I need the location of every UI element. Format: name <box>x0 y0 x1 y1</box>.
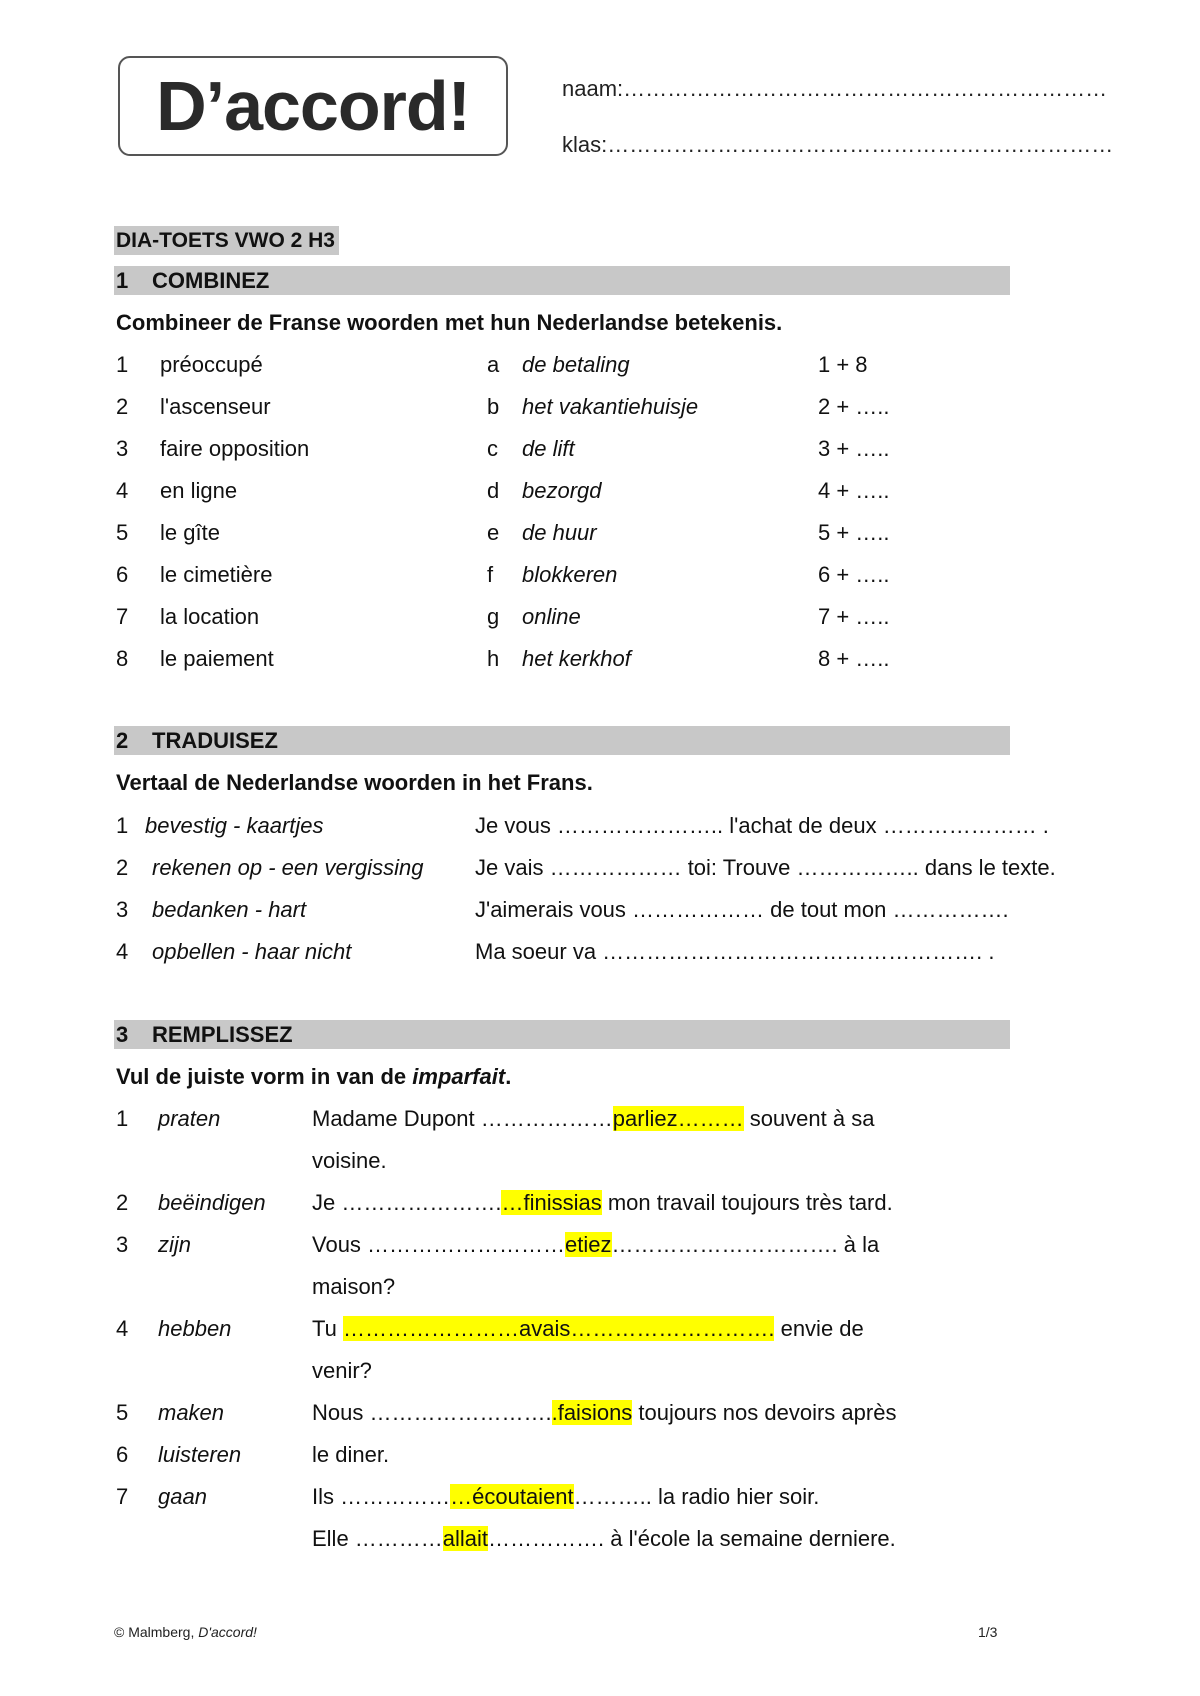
verb: luisteren <box>158 1442 242 1467</box>
dutch-word: de lift <box>522 436 575 461</box>
combine-row <box>0 350 1200 380</box>
answer-field[interactable]: 7 + ….. <box>818 604 890 629</box>
sentence <box>312 1230 879 1260</box>
sentence-start: Vous ……………………… <box>312 1232 566 1257</box>
sentence-end: ……………. à l'école la semaine derniere. <box>488 1526 896 1551</box>
verb: gaan <box>158 1484 207 1509</box>
dutch-word: online <box>522 604 581 629</box>
verb: praten <box>158 1106 221 1131</box>
item-letter: b <box>487 394 500 419</box>
section-1-title: COMBINEZ <box>152 268 270 293</box>
sentence <box>312 1272 395 1302</box>
item-letter: e <box>487 520 500 545</box>
dutch-word: het kerkhof <box>522 646 631 671</box>
section-2-number: 2 <box>116 728 129 753</box>
dutch-words: opbellen - haar nicht <box>152 939 352 964</box>
sentence-start: le diner. <box>312 1442 390 1467</box>
sentence-start: Elle ………… <box>312 1526 443 1551</box>
item-number: 3 <box>116 1232 129 1257</box>
fill-in-row <box>0 1188 1200 1218</box>
highlighted-answer[interactable]: ……………………avais………………………. <box>342 1316 775 1341</box>
item-letter: h <box>487 646 500 671</box>
answer-field[interactable]: 6 + ….. <box>818 562 890 587</box>
dutch-word: de huur <box>522 520 597 545</box>
item-letter: c <box>487 436 498 461</box>
verb: beëindigen <box>158 1190 266 1215</box>
item-number: 7 <box>116 1484 129 1509</box>
fill-in-row <box>0 1104 1200 1134</box>
item-number: 1 <box>116 813 129 838</box>
item-number: 2 <box>116 855 129 880</box>
sentence-start: Je …………………. <box>312 1190 502 1215</box>
highlighted-answer[interactable]: …finissias <box>501 1190 602 1215</box>
answer-field[interactable]: 4 + ….. <box>818 478 890 503</box>
highlighted-answer[interactable]: parliez……… <box>612 1106 744 1131</box>
french-word: faire opposition <box>160 436 310 461</box>
sentence <box>312 1440 389 1470</box>
sentence <box>312 1524 896 1554</box>
test-title: DIA-TOETS VWO 2 H3 <box>114 226 339 255</box>
combine-row <box>0 476 1200 506</box>
item-number: 4 <box>116 478 129 503</box>
sentence <box>312 1482 819 1512</box>
french-word: l'ascenseur <box>160 394 271 419</box>
french-sentence[interactable]: Ma soeur va ……………………………………………. . <box>475 939 995 964</box>
section-3-title: REMPLISSEZ <box>152 1022 293 1047</box>
fill-in-row <box>0 1230 1200 1260</box>
sentence <box>312 1398 896 1428</box>
item-number: 2 <box>116 1190 129 1215</box>
section-2-header <box>114 726 1010 755</box>
sentence-end: toujours nos devoirs après <box>632 1400 897 1425</box>
book-title: D'accord! <box>198 1624 257 1640</box>
dutch-words: bevestig - kaartjes <box>145 813 324 838</box>
item-number: 6 <box>116 1442 129 1467</box>
highlighted-answer[interactable]: etiez <box>565 1232 612 1257</box>
translate-row <box>0 811 1200 841</box>
item-number: 3 <box>116 436 129 461</box>
section-3-instruction <box>116 1064 511 1090</box>
fill-in-row <box>0 1398 1200 1428</box>
item-number: 1 <box>116 352 129 377</box>
dutch-words: bedanken - hart <box>152 897 307 922</box>
section-1-instruction: Combineer de Franse woorden met hun Nederlandse betekenis. <box>116 310 783 335</box>
item-number: 4 <box>116 1316 129 1341</box>
fill-in-row <box>0 1482 1200 1512</box>
section-3-number: 3 <box>116 1022 129 1047</box>
combine-row <box>0 560 1200 590</box>
sentence-start: venir? <box>312 1358 372 1383</box>
translate-row <box>0 853 1200 883</box>
sentence-end: ……….. la radio hier soir. <box>573 1484 820 1509</box>
sentence-start: voisine. <box>312 1148 387 1173</box>
fill-in-row <box>0 1356 1200 1386</box>
fill-in-row <box>0 1440 1200 1470</box>
sentence-end: souvent à sa <box>743 1106 875 1131</box>
verb: zijn <box>158 1232 192 1257</box>
french-word: la location <box>160 604 260 629</box>
fill-in-row <box>0 1146 1200 1176</box>
highlighted-answer[interactable]: .faisions <box>551 1400 633 1425</box>
naam-field[interactable]: naam:………………………………………………………… <box>562 76 1108 101</box>
sentence-start: Nous ……………………. <box>312 1400 552 1425</box>
answer-field[interactable]: 8 + ….. <box>818 646 890 671</box>
sentence-start: maison? <box>312 1274 396 1299</box>
french-word: préoccupé <box>160 352 263 377</box>
instruction-text: Vul de juiste vorm in van de <box>116 1064 413 1089</box>
item-number: 4 <box>116 939 129 964</box>
footer-copyright <box>114 1624 257 1640</box>
item-letter: d <box>487 478 500 503</box>
section-1-header <box>114 266 1010 295</box>
item-number: 3 <box>116 897 129 922</box>
french-word: le paiement <box>160 646 274 671</box>
dutch-word: de betaling <box>522 352 630 377</box>
combine-row <box>0 602 1200 632</box>
item-number: 7 <box>116 604 129 629</box>
sentence-start: Ils …………… <box>312 1484 451 1509</box>
footer-page-number: 1/3 <box>978 1624 998 1640</box>
sentence-end: …………………………. à la <box>611 1232 880 1257</box>
item-number: 5 <box>116 520 129 545</box>
logo-text: D’accord! <box>156 67 470 145</box>
sentence <box>312 1104 874 1134</box>
french-word: le cimetière <box>160 562 273 587</box>
fill-in-row <box>0 1272 1200 1302</box>
sentence <box>312 1356 372 1386</box>
sentence <box>312 1188 893 1218</box>
answer-field[interactable]: 2 + ….. <box>818 394 890 419</box>
combine-row <box>0 644 1200 674</box>
dutch-word: blokkeren <box>522 562 618 587</box>
instruction-period: . <box>505 1064 512 1089</box>
item-number: 6 <box>116 562 129 587</box>
copyright-text: © Malmberg, <box>114 1624 199 1640</box>
item-number: 2 <box>116 394 129 419</box>
fill-in-row <box>0 1314 1200 1344</box>
highlighted-answer[interactable]: …écoutaient <box>450 1484 574 1509</box>
fill-in-row <box>0 1524 1200 1554</box>
dutch-word: bezorgd <box>522 478 602 503</box>
verb: maken <box>158 1400 225 1425</box>
item-number: 8 <box>116 646 129 671</box>
section-2-title: TRADUISEZ <box>152 728 278 753</box>
sentence <box>312 1146 387 1176</box>
highlighted-answer[interactable]: allait <box>442 1526 489 1551</box>
answer-field[interactable]: 5 + ….. <box>818 520 890 545</box>
french-sentence[interactable]: J'aimerais vous ……………… de tout mon ……………. <box>475 897 1009 922</box>
sentence-start: Tu <box>312 1316 343 1341</box>
french-word: en ligne <box>160 478 238 503</box>
french-sentence[interactable]: Je vais ……………… toi: Trouve …………….. dans le texte. <box>475 855 1056 880</box>
item-number: 5 <box>116 1400 129 1425</box>
item-letter: a <box>487 352 500 377</box>
item-letter: f <box>487 562 494 587</box>
french-word: le gîte <box>160 520 220 545</box>
combine-row <box>0 434 1200 464</box>
dutch-word: het vakantiehuisje <box>522 394 699 419</box>
sentence <box>312 1314 864 1344</box>
daccord-logo <box>118 56 508 156</box>
translate-row <box>0 895 1200 925</box>
translate-row <box>0 937 1200 967</box>
dutch-words: rekenen op - een vergissing <box>152 855 424 880</box>
section-3-header <box>114 1020 1010 1049</box>
french-sentence[interactable]: Je vous ………………….. l'achat de deux ………………… . <box>475 813 1049 838</box>
combine-row <box>0 518 1200 548</box>
section-2-instruction: Vertaal de Nederlandse woorden in het Frans. <box>116 770 593 795</box>
answer-field[interactable]: 3 + ….. <box>818 436 890 461</box>
answer-field[interactable]: 1 + 8 <box>818 352 868 377</box>
section-1-number: 1 <box>116 268 129 293</box>
sentence-end: envie de <box>774 1316 864 1341</box>
instruction-imparfait: imparfait <box>412 1064 506 1089</box>
sentence-start: Madame Dupont ……………… <box>312 1106 613 1131</box>
item-letter: g <box>487 604 500 629</box>
item-number: 1 <box>116 1106 129 1131</box>
klas-field[interactable]: klas:…………………………………………………………… <box>562 132 1114 157</box>
verb: hebben <box>158 1316 232 1341</box>
sentence-end: mon travail toujours très tard. <box>601 1190 893 1215</box>
combine-row <box>0 392 1200 422</box>
